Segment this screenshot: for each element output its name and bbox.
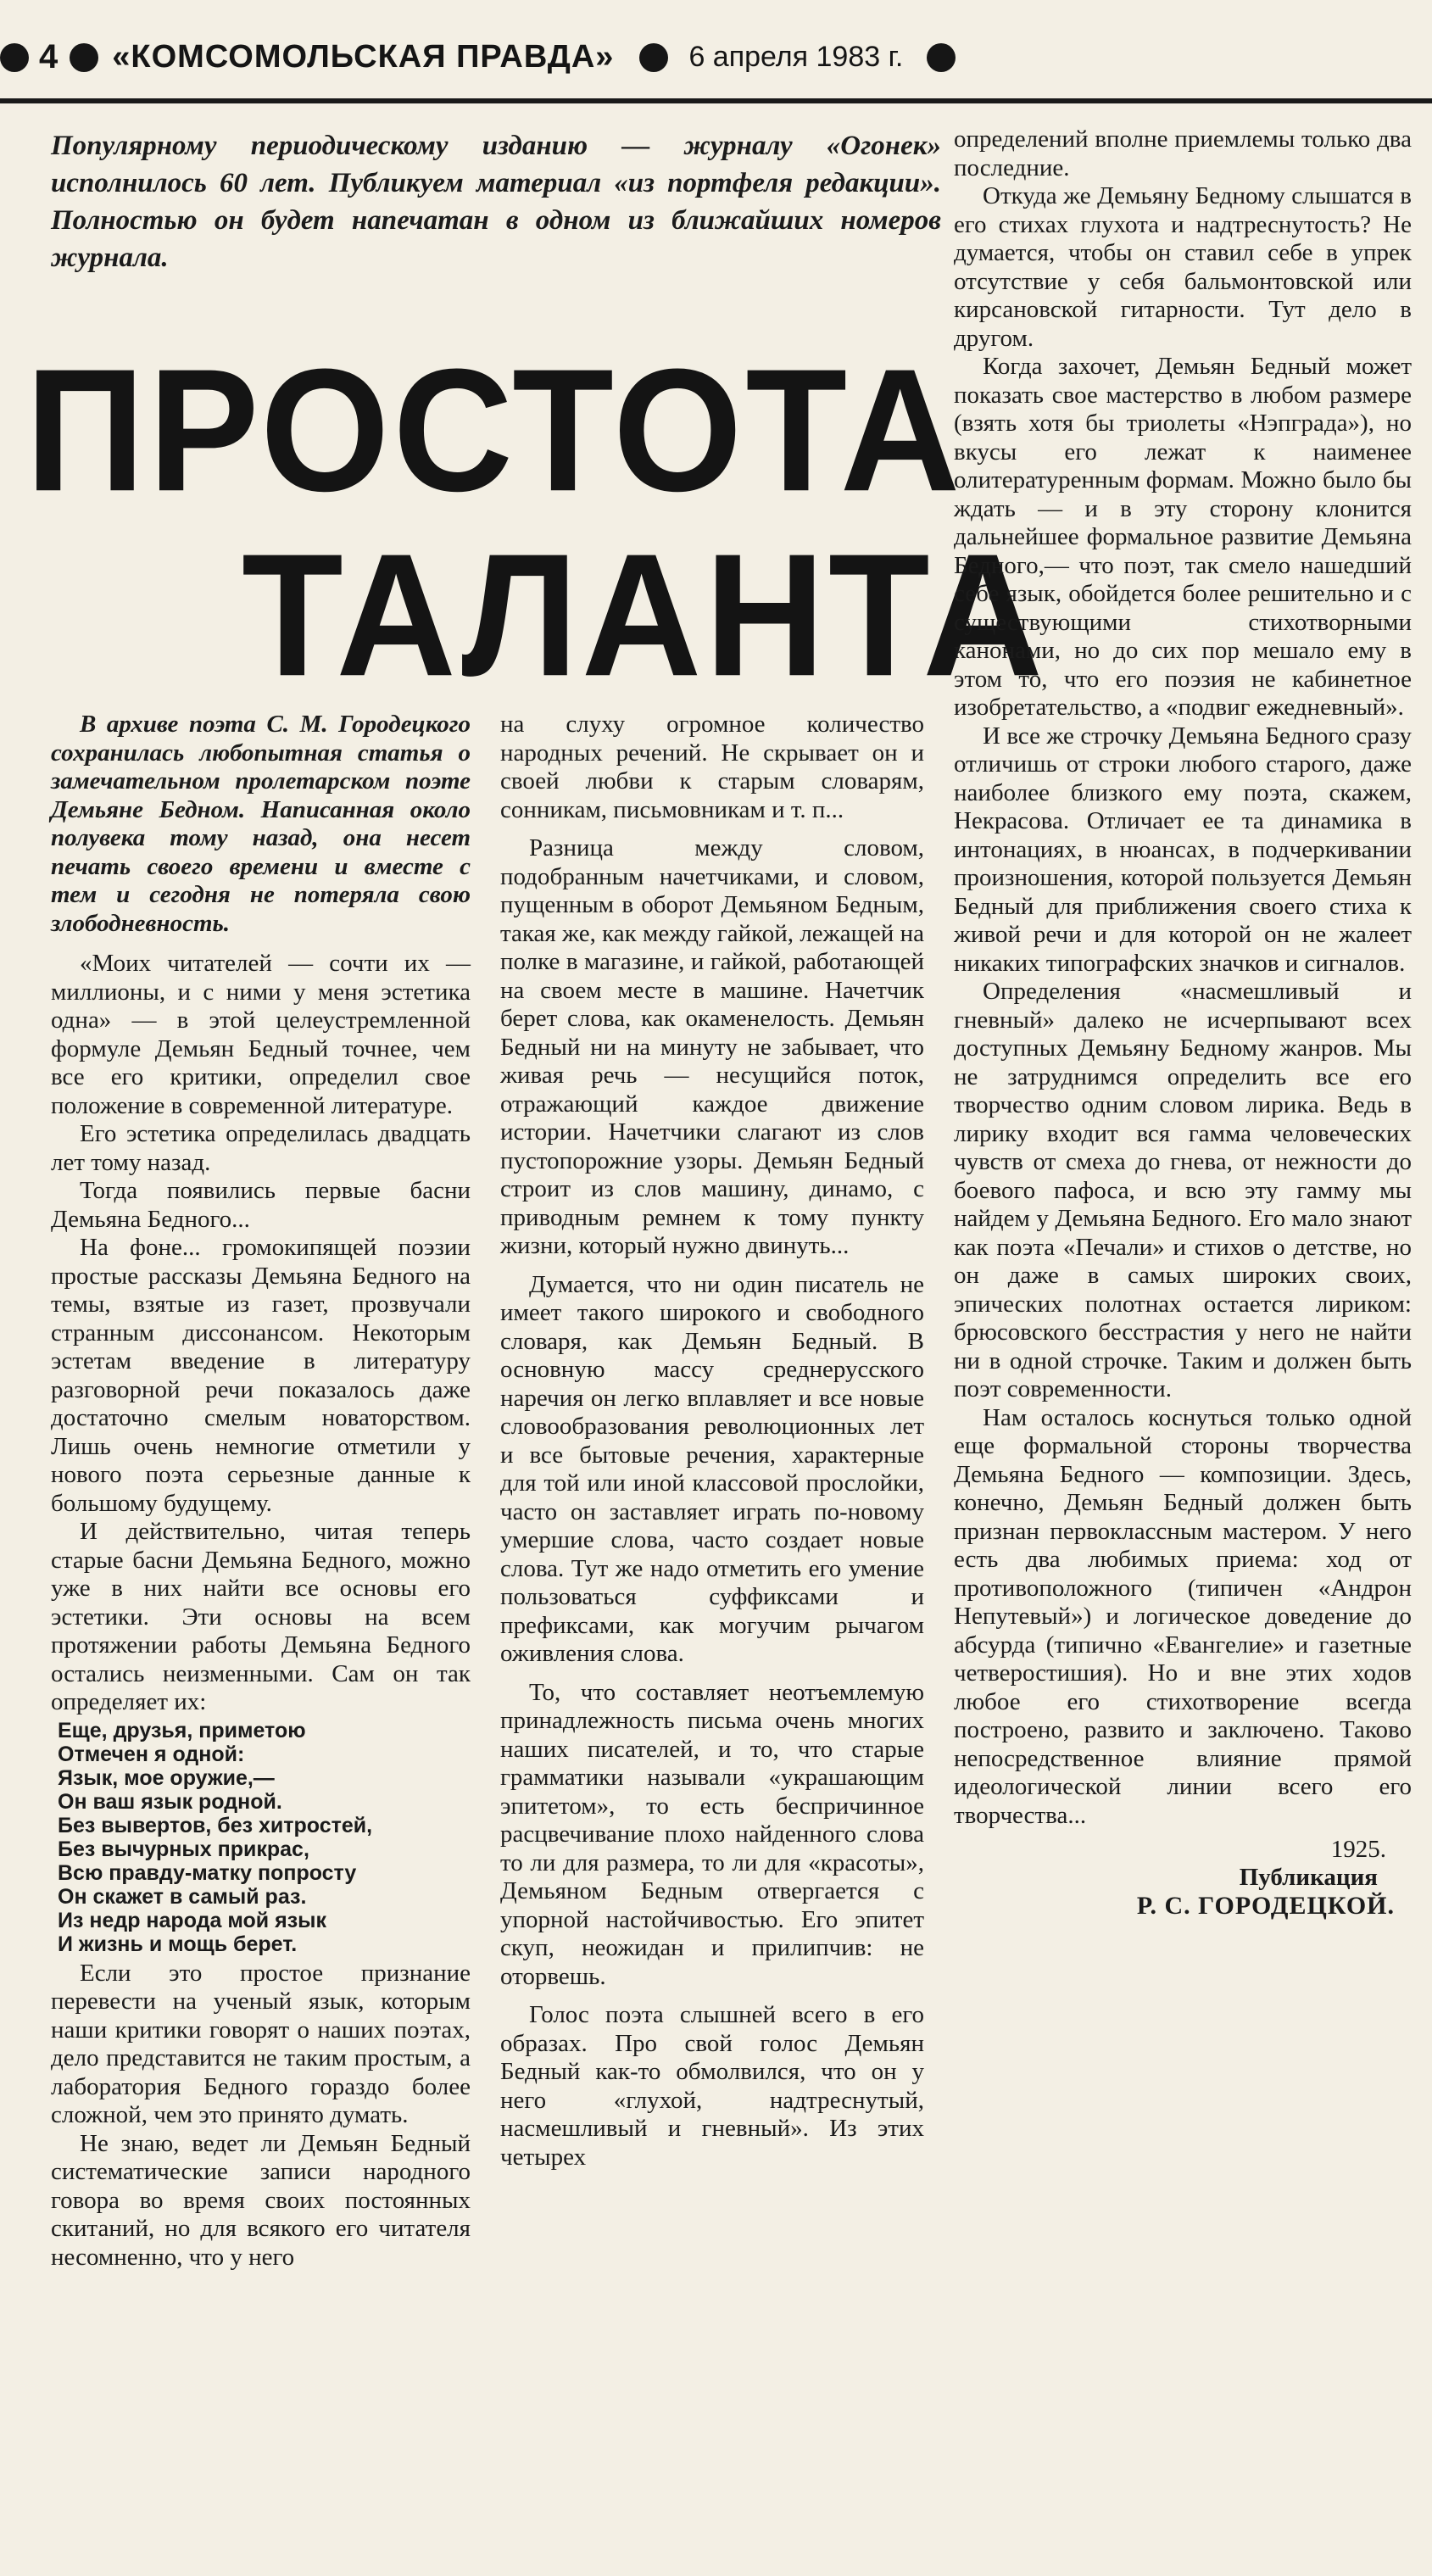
publication-label: Публикация [1239,1864,1378,1891]
publisher-name: Р. С. ГОРОДЕЦКОЙ. [1136,1892,1395,1920]
bullet-icon [639,43,668,72]
bullet-icon [70,43,98,72]
paragraph: Думается, что ни один писатель не имеет такого широкого и свободного словаря, как Демьян Бедный. В основную массу среднерусского наречия он легко вплавляет и все новые словообразования революционных лет и все бытовые речения, характерные для той или иной классовой прослойки, часто он заставляет играть по-новому умершие слова, часто создает новые слова. Тут же надо отметить его умение пользоваться суффиксами и префиксами, как могучим рычагом оживления слова. [500,1270,924,1667]
paragraph: на слуху огромное количество народных речений. Не скрывает он и своей любви к старым словарям, сонникам, письмовникам и т. п... [500,711,924,823]
paragraph: Откуда же Демьяну Бедному слышатся в его стихах глухота и надтреснутость? Не думается, чтобы он ставил себе в упрек отсутствие у себя бальмонтовской или кирсановской гитарности. Тут дело в другом. [954,182,1412,352]
poem-line: Без вычурных прикрас, [58,1837,309,1861]
column-1 [51,711,471,2272]
headline-line-1: ПРОСТОТА [25,332,964,528]
page-number: 4 [39,38,59,75]
poem-line: Он скажет в самый раз. [58,1884,307,1909]
paragraph: Не знаю, ведет ли Демьян Бедный систематические записи народного говора во время своих постоянных скитаний, но для всякого его читателя несомненно, что у него [51,2129,471,2271]
paragraph: «Моих читателей — сочти их — миллионы, и с ними у меня эстетика одна» — в этой целеустремленной формуле Демьян Бедный точнее, чем все его критики, определил свое положение в современной литературе. [51,950,471,1119]
editorial-intro: Популярному периодическому изданию — журналу «Огонек» исполнилось 60 лет. Публикуем материал «из портфеля редакции». Полностью он будет напечатан в одном из ближайших номеров журнала. [51,131,941,273]
newspaper-title: «КОМСОМОЛЬСКАЯ ПРАВДА» [112,39,615,75]
poem-line: Отмечен я одной: [58,1742,245,1766]
poem-line: Всю правду-матку попросту [58,1860,357,1885]
bullet-icon [0,43,29,72]
headline-line-2: ТАЛАНТА [242,517,1046,713]
header-rule [0,98,1432,103]
poem-line: Из недр народа мой язык [58,1908,326,1932]
poem-line: Еще, друзья, приметою [58,1718,306,1742]
poem-quote [58,1719,471,1956]
poem-line: Язык, мое оружие,— [58,1765,275,1790]
paragraph: Определения «насмешливый и гневный» далеко не исчерпывают всех доступных Демьяну Бедному жанров. Мы не затруднимся определить все его творчество одним словом лирика. Ведь в лирику входит вся гамма человеческих чувств от смеха до гнева, от нежности до боевого пафоса, и всю эту гамму мы найдем у Демьяна Бедного. Его мало знают как поэта «Печали» и стихов о детстве, но он даже в самых широких своих, эпических полотнах остается лириком: брюсовского бесстрастия у него не найти ни в одной строчке. Таким и должен быть поэт современности. [954,978,1412,1402]
paragraph: Если это простое признание перевести на ученый язык, которым наши критики говорят о наших поэтах, дело представится не таким простым, а лаборатория Бедного гораздо более сложной, чем это принято думать. [51,1959,471,2128]
bullet-icon [927,43,956,72]
column-2 [500,711,924,2172]
paragraph: И все же строчку Демьяна Бедного сразу отличишь от строки любого старого, даже наиболее близкого ему поэта, скажем, Некрасова. Отличает ее та динамика в интонациях, в нюансах, в подчеркивании произношения, которой пользуется Демьян Бедный для приближения своего стиха к живой речи и для которой он не жалеет никаких типографских значков и сигналов. [954,722,1412,977]
poem-line: Без вывертов, без хитростей, [58,1813,373,1837]
paragraph: Тогда появились первые басни Демьяна Бедного... [51,1177,471,1233]
paragraph: Разница между словом, подобранным начетчиками, и словом, пущенным в оборот Демьяном Бедным, такая же, как между гайкой, лежащей на полке в магазине, и гайкой, работающей на своем месте в машине. Начетчик берет слова, как окаменелость. Демьян Бедный ни на минуту не забывает, что живая речь — несущийся поток, отражающий каждое движение истории. Начетчики слагают из слов пустопорожние узоры. Демьян Бедный строит из слов машину, динамо, с приводным ремнем к тому пункту жизни, который нужно двинуть... [500,834,924,1259]
article-lead: В архиве поэта С. М. Городецкого сохранилась любопытная статья о замечательном пролетарском поэте Демьяне Бедном. Написанная около полувека тому назад, она несет печать своего времени и вместе с тем и сегодня не потеряла свою злободневность. [51,711,471,937]
paragraph: Нам осталось коснуться только одной еще формальной стороны творчества Демьяна Бедного — композиции. Здесь, конечно, Демьян Бедный должен быть признан первоклассным мастером. У него есть два любимых приема: ход от противоположного (типичен «Андрон Непутевый») и логическое доведение до абсурда (типично «Евангелие» и газетные четверостишия). Но и вне этих ходов любое его стихотворение всегда построено, развито и заключено. Таково непосредственное влияние прямой идеологической линии всего его творчества... [954,1403,1412,1829]
paragraph: Голос поэта слышней всего в его образах. Про свой голос Демьян Бедный как-то обмолвился, что он у него «глухой, надтреснутый, насмешливый и гневный». Из этих четырех [500,2001,924,2171]
newspaper-header [0,17,1009,98]
paragraph: То, что составляет неотъемлемую принадлежность письма очень многих наших писателей, и то, что старые грамматики называли «украшающим эпитетом», то есть беспричинное расцвечивание плохо найденного слова то ли для размера, то ли для «красоты», Демьяном Бедным отвергается с упорной настойчивостью. Его эпитет скуп, неожидан и прилипчив: не оторвешь. [500,1678,924,1990]
paragraph: определений вполне приемлемы только два последние. [954,125,1412,181]
column-3 [954,125,1412,1921]
paragraph: Когда захочет, Демьян Бедный может показать свое мастерство в любом размере (взять хотя бы триолеты «Нэпграда»), но вкусы его лежат к наименее олитературенным формам. Можно было бы ждать — и в эту сторону клонится дальнейшее формальное развитие Демьяна Бедного,— что поэт, так смело нашедший себе язык, обойдется более решительно и с существующими стихотворными канонами, но до сих пор мешало ему в этом то, что его поэзия не кабинетное изобретательство, а «подвиг ежедневный». [954,353,1412,721]
article-year: 1925. [1330,1836,1386,1863]
poem-line: И жизнь и мощь берет. [58,1932,298,1956]
paragraph: И действительно, читая теперь старые басни Демьяна Бедного, можно уже в них найти все основы его эстетики. Эти основы на всем протяжении работы Демьяна Бедного остались неизменными. Сам он так определяет их: [51,1518,471,1715]
issue-date: 6 апреля 1983 г. [688,41,904,73]
poem-line: Он ваш язык родной. [58,1789,282,1814]
paragraph: На фоне... громокипящей поэзии простые рассказы Демьяна Бедного на темы, взятые из газет, прозвучали странным диссонансом. Некоторым эстетам введение в литературу разговорной речи показалось даже достаточно смелым новаторством. Лишь очень немногие отметили у нового поэта серьезные данные к большому будущему. [51,1234,471,1517]
paragraph: Его эстетика определилась двадцать лет тому назад. [51,1120,471,1176]
